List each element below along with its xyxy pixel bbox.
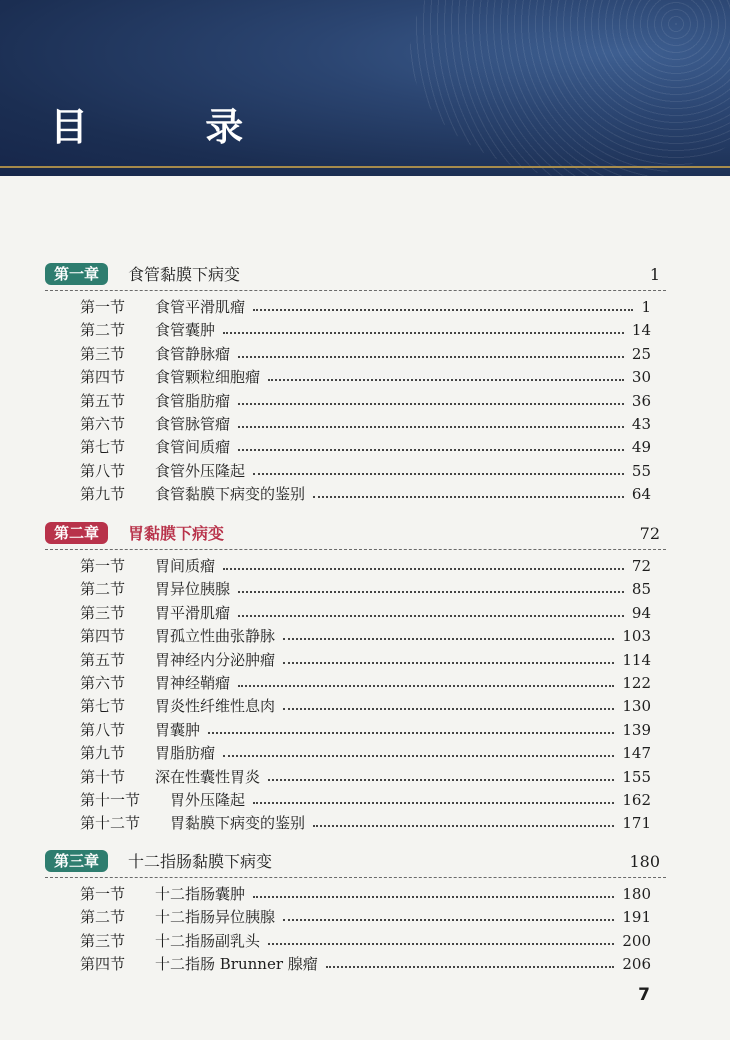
dot-leader <box>238 615 624 617</box>
dot-leader <box>238 356 624 358</box>
chapter-rule <box>45 549 666 550</box>
toc-entry[interactable] <box>80 390 651 412</box>
section-number: 第五节 <box>80 650 126 669</box>
section-number: 第四节 <box>80 955 126 974</box>
section-number: 第六节 <box>80 674 126 692</box>
section-title: 胃孤立性曲张静脉 <box>155 627 276 646</box>
toc-entry[interactable] <box>80 766 651 788</box>
dot-leader <box>268 779 614 781</box>
section-page: 180 <box>622 885 651 903</box>
dot-leader <box>253 309 633 311</box>
section-page: 122 <box>622 674 651 692</box>
chapter-heading[interactable] <box>45 263 666 287</box>
section-title: 食管囊肿 <box>155 321 216 340</box>
banner-gold-line <box>0 166 730 168</box>
banner-decoration <box>410 0 730 176</box>
dot-leader <box>208 732 614 734</box>
section-number: 第十二节 <box>80 814 141 833</box>
dot-leader <box>253 802 614 804</box>
toc-entry[interactable] <box>80 906 651 928</box>
section-title: 胃间质瘤 <box>155 557 216 575</box>
toc-entry[interactable] <box>80 413 651 435</box>
section-title: 胃外压隆起 <box>170 791 246 809</box>
chapter-heading[interactable] <box>45 522 666 546</box>
toc-entry[interactable] <box>80 672 651 694</box>
dot-leader <box>238 591 624 593</box>
chapter-rule <box>45 290 666 291</box>
section-number: 第十一节 <box>80 791 141 809</box>
chapter-badge: 第二章 <box>45 522 108 544</box>
dot-leader <box>253 473 624 475</box>
section-page: 25 <box>631 344 651 363</box>
section-title: 胃神经内分泌肿瘤 <box>155 650 276 669</box>
toc-entry[interactable] <box>80 555 651 577</box>
section-title: 食管平滑肌瘤 <box>155 298 246 316</box>
toc-entry[interactable] <box>80 296 651 318</box>
section-page: 55 <box>631 461 651 480</box>
dot-leader <box>326 966 614 968</box>
section-page: 94 <box>631 603 651 622</box>
section-number: 第九节 <box>80 485 126 504</box>
section-title: 食管间质瘤 <box>155 438 231 457</box>
dot-leader <box>238 449 624 451</box>
dot-leader <box>313 825 614 827</box>
section-page: 139 <box>622 720 651 739</box>
section-page: 14 <box>631 321 651 340</box>
dot-leader <box>238 403 624 405</box>
section-number: 第一节 <box>80 885 126 903</box>
contents-header-banner <box>0 0 730 176</box>
section-page: 200 <box>622 931 651 950</box>
toc-entry[interactable] <box>80 719 651 741</box>
section-title: 胃脂肪瘤 <box>155 744 216 763</box>
section-title: 胃神经鞘瘤 <box>155 674 231 692</box>
section-title: 胃平滑肌瘤 <box>155 603 231 622</box>
dot-leader <box>253 896 614 898</box>
chapter-title: 十二指肠黏膜下病变 <box>128 852 273 871</box>
section-number: 第二节 <box>80 580 126 599</box>
section-number: 第八节 <box>80 720 126 739</box>
toc-entry[interactable] <box>80 436 651 458</box>
section-number: 第七节 <box>80 438 126 457</box>
section-number: 第七节 <box>80 697 126 716</box>
section-number: 第九节 <box>80 744 126 763</box>
section-number: 第六节 <box>80 415 126 433</box>
section-page: 147 <box>622 744 651 763</box>
dot-leader <box>223 568 624 570</box>
toc-entry[interactable] <box>80 578 651 600</box>
section-page: 171 <box>622 814 651 833</box>
section-page: 49 <box>631 438 651 457</box>
dot-leader <box>223 755 614 757</box>
dot-leader <box>283 708 614 710</box>
chapter-page: 180 <box>629 852 660 871</box>
toc-entry[interactable] <box>80 930 651 952</box>
toc-entry[interactable] <box>80 953 651 975</box>
toc-entry[interactable] <box>80 319 651 341</box>
section-number: 第三节 <box>80 344 126 363</box>
toc-entry[interactable] <box>80 625 651 647</box>
page-number: 7 <box>638 985 650 1005</box>
toc-entry[interactable] <box>80 343 651 365</box>
section-title: 食管静脉瘤 <box>155 344 231 363</box>
section-page: 30 <box>631 368 651 387</box>
section-title: 十二指肠副乳头 <box>155 931 261 950</box>
chapter-badge: 第一章 <box>45 263 108 285</box>
section-number: 第四节 <box>80 368 126 387</box>
chapter-page: 1 <box>649 265 660 284</box>
section-title: 胃黏膜下病变的鉴别 <box>170 814 306 833</box>
chapter-title: 胃黏膜下病变 <box>128 524 225 543</box>
toc-entry[interactable] <box>80 742 651 764</box>
dot-leader <box>238 685 614 687</box>
chapter-rule <box>45 877 666 878</box>
toc-entry[interactable] <box>80 695 651 717</box>
dot-leader <box>223 332 624 334</box>
section-number: 第四节 <box>80 627 126 646</box>
toc-entry[interactable] <box>80 789 651 811</box>
section-page: 43 <box>631 415 651 433</box>
page-title: 目 录 <box>50 105 296 149</box>
section-number: 第八节 <box>80 461 126 480</box>
dot-leader <box>283 919 614 921</box>
chapter-heading[interactable] <box>45 850 666 874</box>
section-title: 十二指肠 Brunner 腺瘤 <box>155 955 318 974</box>
section-page: 114 <box>622 650 651 669</box>
section-number: 第三节 <box>80 603 126 622</box>
section-page: 103 <box>622 627 651 646</box>
section-page: 72 <box>631 557 651 575</box>
section-page: 1 <box>641 298 651 316</box>
toc-entry[interactable] <box>80 649 651 671</box>
section-title: 深在性囊性胃炎 <box>155 767 261 786</box>
section-title: 十二指肠异位胰腺 <box>155 908 276 927</box>
toc-entry[interactable] <box>80 602 651 624</box>
section-number: 第一节 <box>80 557 126 575</box>
dot-leader <box>268 943 614 945</box>
section-page: 64 <box>631 485 651 504</box>
toc-entry[interactable] <box>80 812 651 834</box>
dot-leader <box>238 426 624 428</box>
section-number: 第二节 <box>80 321 126 340</box>
section-title: 食管黏膜下病变的鉴别 <box>155 485 306 504</box>
chapter-title: 食管黏膜下病变 <box>128 265 241 284</box>
chapter-badge: 第三章 <box>45 850 108 872</box>
toc-entry[interactable] <box>80 483 651 505</box>
section-page: 36 <box>631 391 651 410</box>
dot-leader <box>283 638 614 640</box>
section-title: 食管外压隆起 <box>155 461 246 480</box>
chapter-page: 72 <box>639 524 660 543</box>
section-number: 第二节 <box>80 908 126 927</box>
dot-leader <box>313 496 624 498</box>
toc-entry[interactable] <box>80 460 651 482</box>
section-page: 85 <box>631 580 651 599</box>
section-number: 第一节 <box>80 298 126 316</box>
section-number: 第五节 <box>80 391 126 410</box>
section-page: 191 <box>622 908 651 927</box>
section-page: 155 <box>622 767 651 786</box>
section-number: 第三节 <box>80 931 126 950</box>
dot-leader <box>283 662 614 664</box>
section-page: 130 <box>622 697 651 716</box>
section-title: 食管颗粒细胞瘤 <box>155 368 261 387</box>
section-page: 206 <box>622 955 651 974</box>
section-title: 十二指肠囊肿 <box>155 885 246 903</box>
section-title: 胃异位胰腺 <box>155 580 231 599</box>
toc-entry[interactable] <box>80 366 651 388</box>
section-title: 胃囊肿 <box>155 720 201 739</box>
section-title: 胃炎性纤维性息肉 <box>155 697 276 716</box>
toc-entry[interactable] <box>80 883 651 905</box>
section-number: 第十节 <box>80 767 126 786</box>
section-title: 食管脉管瘤 <box>155 415 231 433</box>
section-title: 食管脂肪瘤 <box>155 391 231 410</box>
dot-leader <box>268 379 624 381</box>
section-page: 162 <box>622 791 651 809</box>
